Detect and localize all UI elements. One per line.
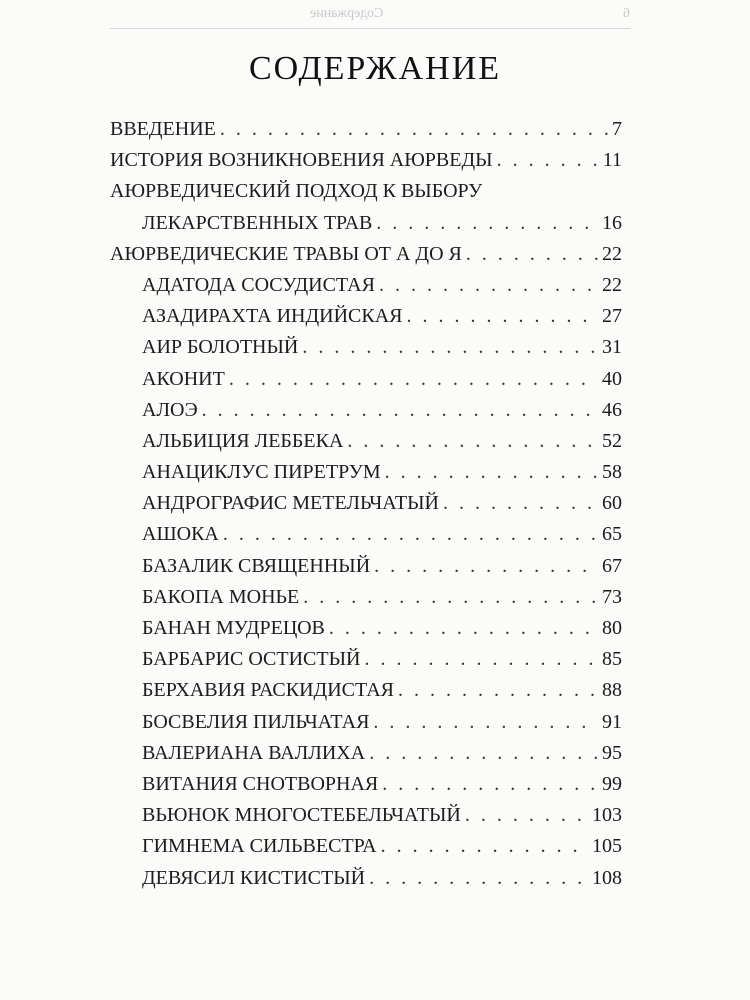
toc-entry-herb[interactable] <box>110 274 622 305</box>
table-of-contents <box>110 118 622 898</box>
toc-entry-herb[interactable] <box>110 399 622 430</box>
toc-entry-label: БОСВЕЛИЯ ПИЛЬЧАТАЯ <box>142 710 370 733</box>
toc-entry-label: АЛОЭ <box>142 398 198 421</box>
toc-entry-page: 60 <box>602 492 622 515</box>
toc-entry-herb[interactable] <box>110 867 622 898</box>
toc-entry-label: АДАТОДА СОСУДИСТАЯ <box>142 273 375 296</box>
dot-leader <box>223 523 598 546</box>
toc-entry-page: 40 <box>602 367 622 390</box>
toc-entry-label: АИР БОЛОТНЫЙ <box>142 336 299 359</box>
toc-entry-herb[interactable] <box>110 492 622 523</box>
toc-entry-label: БАРБАРИС ОСТИСТЫЙ <box>142 648 361 671</box>
dot-leader <box>347 430 598 453</box>
toc-entry-herb[interactable] <box>110 368 622 399</box>
toc-entry-page: 27 <box>602 305 622 328</box>
dot-leader <box>229 368 598 391</box>
dot-leader <box>329 617 598 640</box>
toc-entry-label: ДЕВЯСИЛ КИСТИСТЫЙ <box>142 866 366 889</box>
dot-leader <box>365 648 599 671</box>
toc-entry-history[interactable] <box>110 149 622 180</box>
running-head <box>110 6 630 29</box>
toc-entry-page: 22 <box>602 242 622 265</box>
dot-leader <box>369 867 588 890</box>
toc-entry-label: ВАЛЕРИАНА ВАЛЛИХА <box>142 741 366 764</box>
toc-entry-page: 99 <box>602 772 622 795</box>
dot-leader <box>465 804 588 827</box>
toc-entry-herb[interactable] <box>110 523 622 554</box>
toc-entry-herb[interactable] <box>110 648 622 679</box>
toc-entry-herb[interactable] <box>110 305 622 336</box>
toc-entry-label: ВВЕДЕНИЕ <box>110 118 216 140</box>
toc-entry-herb[interactable] <box>110 555 622 586</box>
dot-leader <box>466 243 598 266</box>
toc-entry-herb[interactable] <box>110 679 622 710</box>
toc-entry-page: 58 <box>602 461 622 484</box>
toc-entry-approach-line2[interactable] <box>110 212 622 243</box>
toc-entry-page: 105 <box>592 835 622 858</box>
toc-entry-page: 31 <box>602 336 622 359</box>
toc-entry-herb[interactable] <box>110 336 622 367</box>
dot-leader <box>379 274 598 297</box>
toc-entry-herb[interactable] <box>110 742 622 773</box>
dot-leader <box>376 212 598 235</box>
running-head-title: Содержание <box>310 6 384 21</box>
toc-entry-page: 11 <box>602 149 622 172</box>
toc-entry-page: 73 <box>602 585 622 608</box>
dot-leader <box>202 399 598 422</box>
dot-leader <box>220 118 608 141</box>
toc-entry-page: 103 <box>592 804 622 827</box>
dot-leader <box>381 835 588 858</box>
toc-entry-page: 85 <box>602 648 622 671</box>
toc-entry-herb[interactable] <box>110 835 622 866</box>
toc-entry-label: АНАЦИКЛУС ПИРЕТРУМ <box>142 461 381 484</box>
toc-entry-page: 65 <box>602 523 622 546</box>
toc-entry-page: 95 <box>602 741 622 764</box>
toc-entry-label: БЕРХАВИЯ РАСКИДИСТАЯ <box>142 679 394 702</box>
dot-leader <box>407 305 599 328</box>
toc-entry-label: АЛЬБИЦИЯ ЛЕББЕКА <box>142 429 344 452</box>
toc-entry-herb[interactable] <box>110 773 622 804</box>
dot-leader <box>398 679 598 702</box>
toc-entry-herb[interactable] <box>110 711 622 742</box>
toc-entry-label: ИСТОРИЯ ВОЗНИКНОВЕНИЯ АЮРВЕДЫ <box>110 149 493 172</box>
toc-entry-page: 52 <box>602 429 622 452</box>
toc-entry-page: 80 <box>602 617 622 639</box>
dot-leader <box>302 336 598 359</box>
toc-sub-entries <box>110 274 622 898</box>
toc-entry-herb[interactable] <box>110 461 622 492</box>
toc-entry-label: БАНАН МУДРЕЦОВ <box>142 617 325 639</box>
toc-entry-herb[interactable] <box>110 586 622 617</box>
toc-entry-page: 91 <box>602 710 622 733</box>
dot-leader <box>369 742 598 765</box>
dot-leader <box>374 555 598 578</box>
toc-entry-label: ВЬЮНОК МНОГОСТЕБЕЛЬЧАТЫЙ <box>142 804 461 827</box>
toc-entry-herb[interactable] <box>110 617 622 648</box>
toc-entry-herbs[interactable] <box>110 243 622 274</box>
toc-entry-label: АЮРВЕДИЧЕСКИЙ ПОДХОД К ВЫБОРУ <box>110 180 483 203</box>
toc-entry-label: АКОНИТ <box>142 367 225 390</box>
toc-entry-label: ВИТАНИЯ СНОТВОРНАЯ <box>142 772 379 795</box>
dot-leader <box>385 461 598 484</box>
toc-entry-label: БАКОПА МОНЬЕ <box>142 585 300 608</box>
toc-entry-intro[interactable] <box>110 118 622 149</box>
page-title: СОДЕРЖАНИЕ <box>248 50 502 87</box>
dot-leader <box>303 586 598 609</box>
toc-entry-label: АЮРВЕДИЧЕСКИЕ ТРАВЫ ОТ А ДО Я <box>110 242 462 265</box>
dot-leader <box>497 149 599 172</box>
toc-entry-page: 108 <box>592 866 622 889</box>
toc-entry-label: ГИМНЕМА СИЛЬВЕСТРА <box>142 835 377 858</box>
toc-entry-label: АЗАДИРАХТА ИНДИЙСКАЯ <box>142 305 403 328</box>
toc-entry-label: АШОКА <box>142 523 219 546</box>
dot-leader <box>382 773 598 796</box>
running-head-page-number: 6 <box>623 6 630 21</box>
toc-entry-page: 22 <box>602 273 622 296</box>
toc-entry-label: БАЗАЛИК СВЯЩЕННЫЙ <box>142 554 371 577</box>
toc-entry-label: ЛЕКАРСТВЕННЫХ ТРАВ <box>142 211 373 234</box>
toc-entry-page: 88 <box>602 679 622 702</box>
dot-leader <box>373 711 598 734</box>
toc-entry-page: 16 <box>602 211 622 234</box>
dot-leader <box>443 492 598 515</box>
toc-entry-herb[interactable] <box>110 430 622 461</box>
toc-entry-label: АНДРОГРАФИС МЕТЕЛЬЧАТЫЙ <box>142 492 440 515</box>
toc-entry-page: 7 <box>612 118 622 140</box>
toc-entry-page: 67 <box>602 554 622 577</box>
toc-entry-page: 46 <box>602 398 622 421</box>
toc-entry-herb[interactable] <box>110 804 622 835</box>
toc-entry-approach-line1[interactable] <box>110 180 622 211</box>
